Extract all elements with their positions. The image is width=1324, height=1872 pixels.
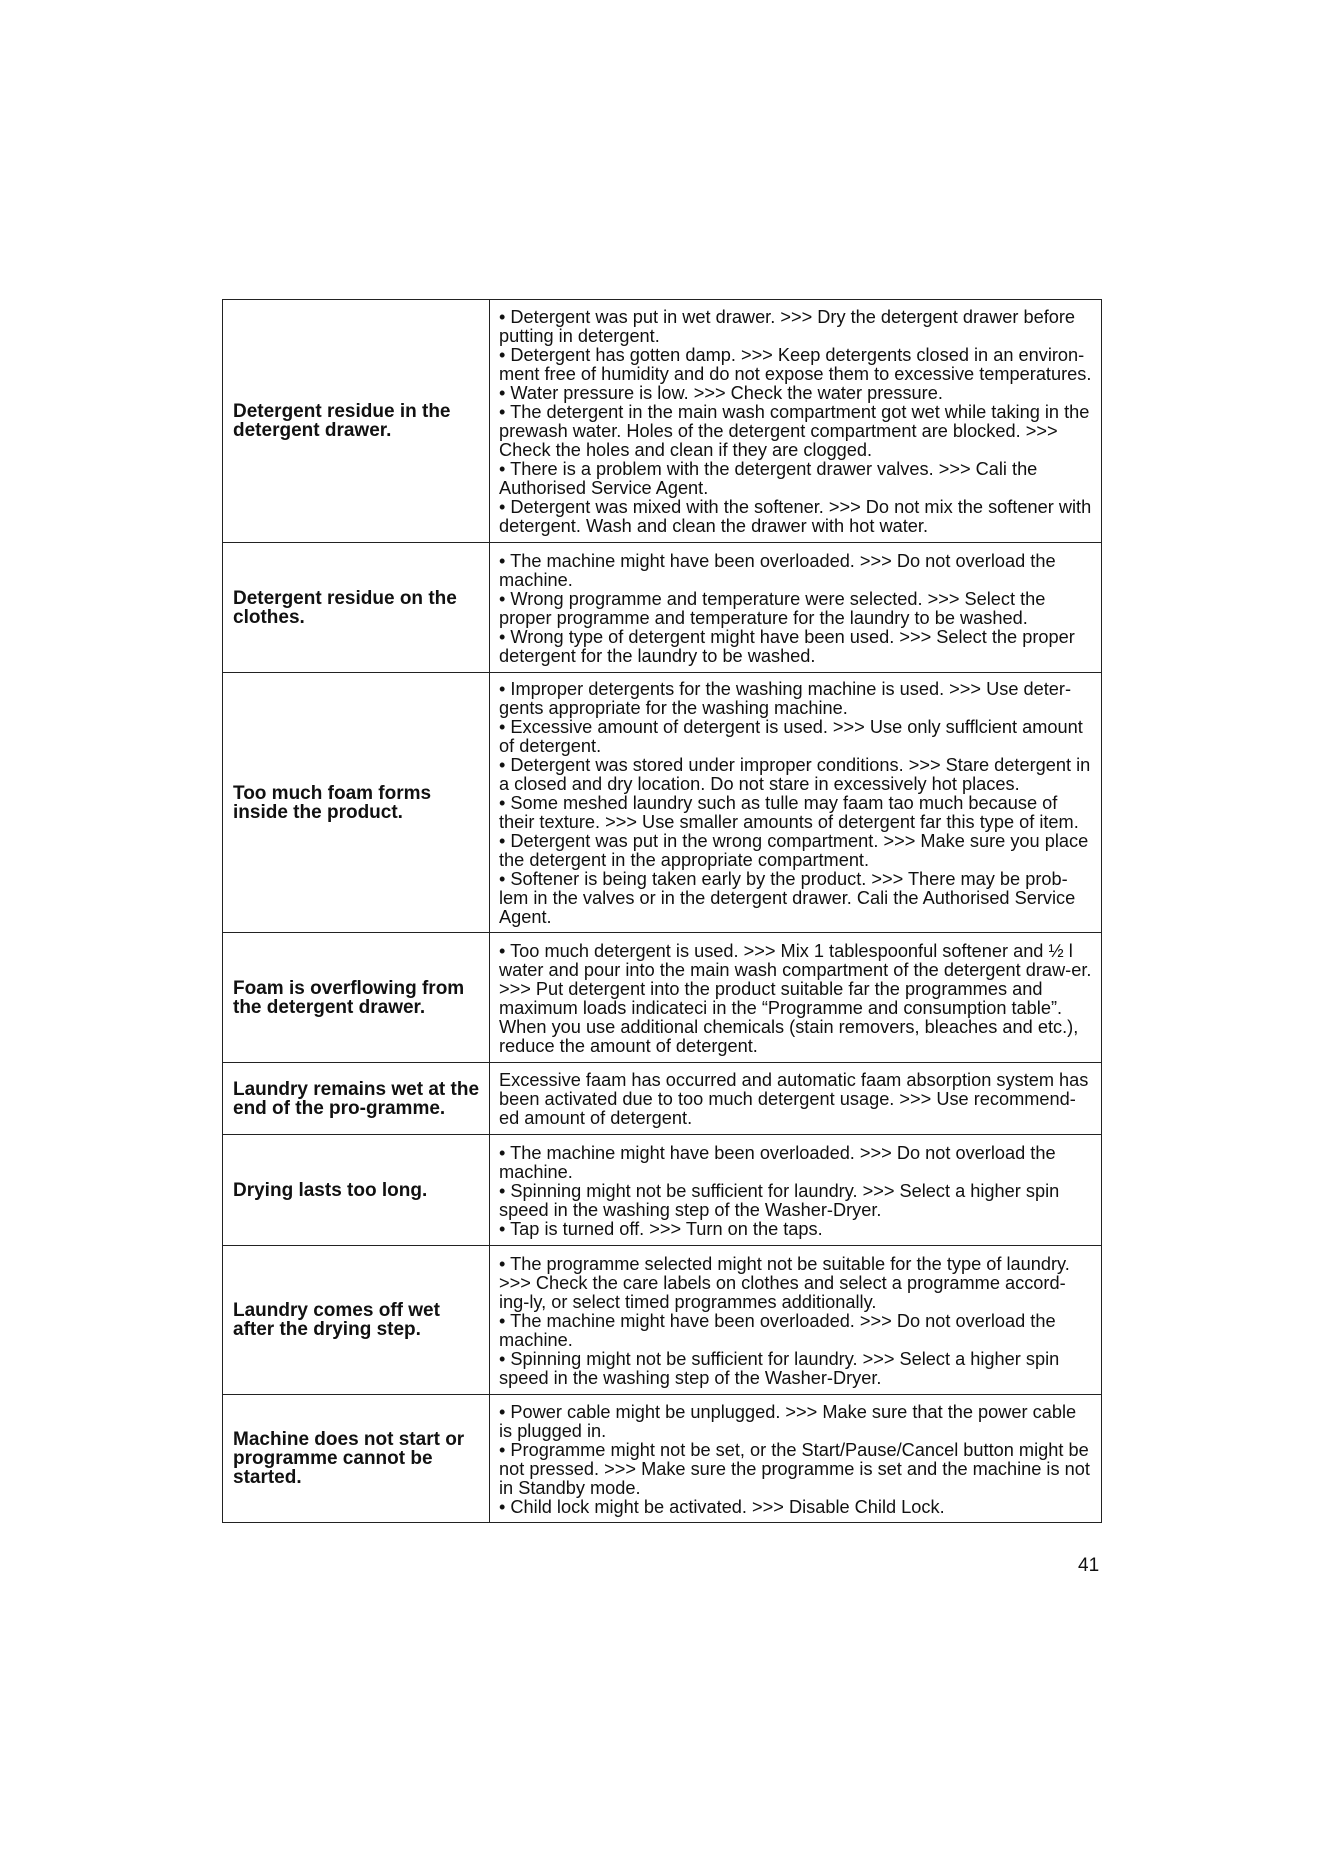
problem-cell: Laundry comes off wet after the drying step.	[223, 1246, 490, 1395]
solution-item: • Detergent was put in wet drawer. >>> Dry the detergent drawer before putting in detergent.	[499, 307, 1076, 346]
solution-item: • Detergent was mixed with the softener. >>> Do not mix the softener with detergent. Wash and clean the drawer with hot water.	[499, 497, 1092, 536]
solution-cell	[490, 543, 1102, 673]
table-row	[223, 1135, 1102, 1246]
problem-cell: Laundry remains wet at the end of the pro-gramme.	[223, 1063, 490, 1135]
solution-item: • Too much detergent is used. >>> Mix 1 tablespoonful softener and ½ l water and pour into the main wash compartment of the detergent draw-er. >>> Put detergent into the product suitable far the programmes and maximum loads indicateci in the “Programme and consumption table”. When you use additional chemicals (stain removers, bleaches and etc.), reduce the amount of detergent.	[499, 940, 1092, 1056]
solution-item: • The detergent in the main wash compartment got wet while taking in the prewash water. Holes of the detergent compartment are blocked. >>> Check the holes and clean if they are clogged.	[499, 402, 1090, 460]
solution-item: • Excessive amount of detergent is used. >>> Use only sufflcient amount of detergent.	[499, 717, 1083, 756]
solution-item: • There is a problem with the detergent drawer valves. >>> Cali the Authorised Service Agent.	[499, 459, 1038, 498]
solution-item: • Power cable might be unplugged. >>> Make sure that the power cable is plugged in.	[499, 1401, 1077, 1441]
page-number: 41	[1078, 1555, 1100, 1576]
table-row	[223, 673, 1102, 933]
troubleshooting-table-body	[223, 300, 1102, 1523]
solution-item: • Improper detergents for the washing machine is used. >>> Use deter-gents appropriate for the washing machine.	[499, 679, 1072, 718]
solution-item: • Spinning might not be sufficient for laundry. >>> Select a higher spin speed in the washing step of the Washer-Dryer.	[499, 1348, 1060, 1388]
problem-cell: Detergent residue on the clothes.	[223, 543, 490, 673]
solution-item: • The machine might have been overloaded. >>> Do not overload the machine.	[499, 550, 1056, 590]
solution-cell	[490, 300, 1102, 543]
solution-item: • Spinning might not be sufficient for laundry. >>> Select a higher spin speed in the washing step of the Washer-Dryer.	[499, 1180, 1060, 1220]
solution-item: • The machine might have been overloaded. >>> Do not overload the machine.	[499, 1142, 1056, 1182]
problem-cell: Foam is overflowing from the detergent drawer.	[223, 933, 490, 1063]
troubleshooting-table	[222, 299, 1102, 1523]
solution-cell	[490, 933, 1102, 1063]
solution-item: Excessive faam has occurred and automatic faam absorption system has been activated due to too much detergent usage. >>> Use recommend-ed amount of detergent.	[499, 1070, 1089, 1128]
solution-item: • Water pressure is low. >>> Check the water pressure.	[499, 383, 943, 403]
table-row	[223, 1063, 1102, 1135]
solution-item: • Some meshed laundry such as tulle may faam tao much because of their texture. >>> Use smaller amounts of detergent far this type of item.	[499, 793, 1079, 832]
solution-cell	[490, 1063, 1102, 1135]
solution-item: • Detergent has gotten damp. >>> Keep detergents closed in an environ-ment free of humidity and do not expose them to excessive temperatures.	[499, 345, 1092, 384]
solution-cell	[490, 1135, 1102, 1246]
problem-cell: Drying lasts too long.	[223, 1135, 490, 1246]
solution-item: • Detergent was put in the wrong compartment. >>> Make sure you place the detergent in the appropriate compartment.	[499, 831, 1089, 870]
solution-item: • Wrong type of detergent might have been used. >>> Select the proper detergent for the laundry to be washed.	[499, 626, 1075, 666]
solution-item: • The machine might have been overloaded. >>> Do not overload the machine.	[499, 1310, 1056, 1350]
problem-cell: Detergent residue in the detergent drawer.	[223, 300, 490, 543]
table-row	[223, 543, 1102, 673]
problem-cell: Too much foam forms inside the product.	[223, 673, 490, 933]
table-row	[223, 300, 1102, 543]
solution-item: • Wrong programme and temperature were selected. >>> Select the proper programme and temperature for the laundry to be washed.	[499, 588, 1046, 628]
table-row	[223, 1246, 1102, 1395]
solution-item: • Child lock might be activated. >>> Disable Child Lock.	[499, 1496, 945, 1517]
solution-item: • Tap is turned off. >>> Turn on the taps.	[499, 1218, 823, 1239]
table-row	[223, 1395, 1102, 1523]
solution-item: • The programme selected might not be suitable for the type of laundry. >>> Check the care labels on clothes and select a programme accord-ing-ly, or select timed programmes additionally.	[499, 1253, 1070, 1312]
solution-cell	[490, 1246, 1102, 1395]
table-row	[223, 933, 1102, 1063]
solution-item: • Softener is being taken early by the product. >>> There may be prob-lem in the valves or in the detergent drawer. Cali the Authorised Service Agent.	[499, 869, 1076, 927]
solution-cell	[490, 1395, 1102, 1523]
problem-cell: Machine does not start or programme cannot be started.	[223, 1395, 490, 1523]
solution-item: • Detergent was stored under improper conditions. >>> Stare detergent in a closed and dry location. Do not stare in excessively hot places.	[499, 755, 1091, 794]
solution-cell	[490, 673, 1102, 933]
solution-item: • Programme might not be set, or the Start/Pause/Cancel button might be not pressed. >>> Make sure the programme is set and the machine is not in Standby mode.	[499, 1439, 1090, 1498]
